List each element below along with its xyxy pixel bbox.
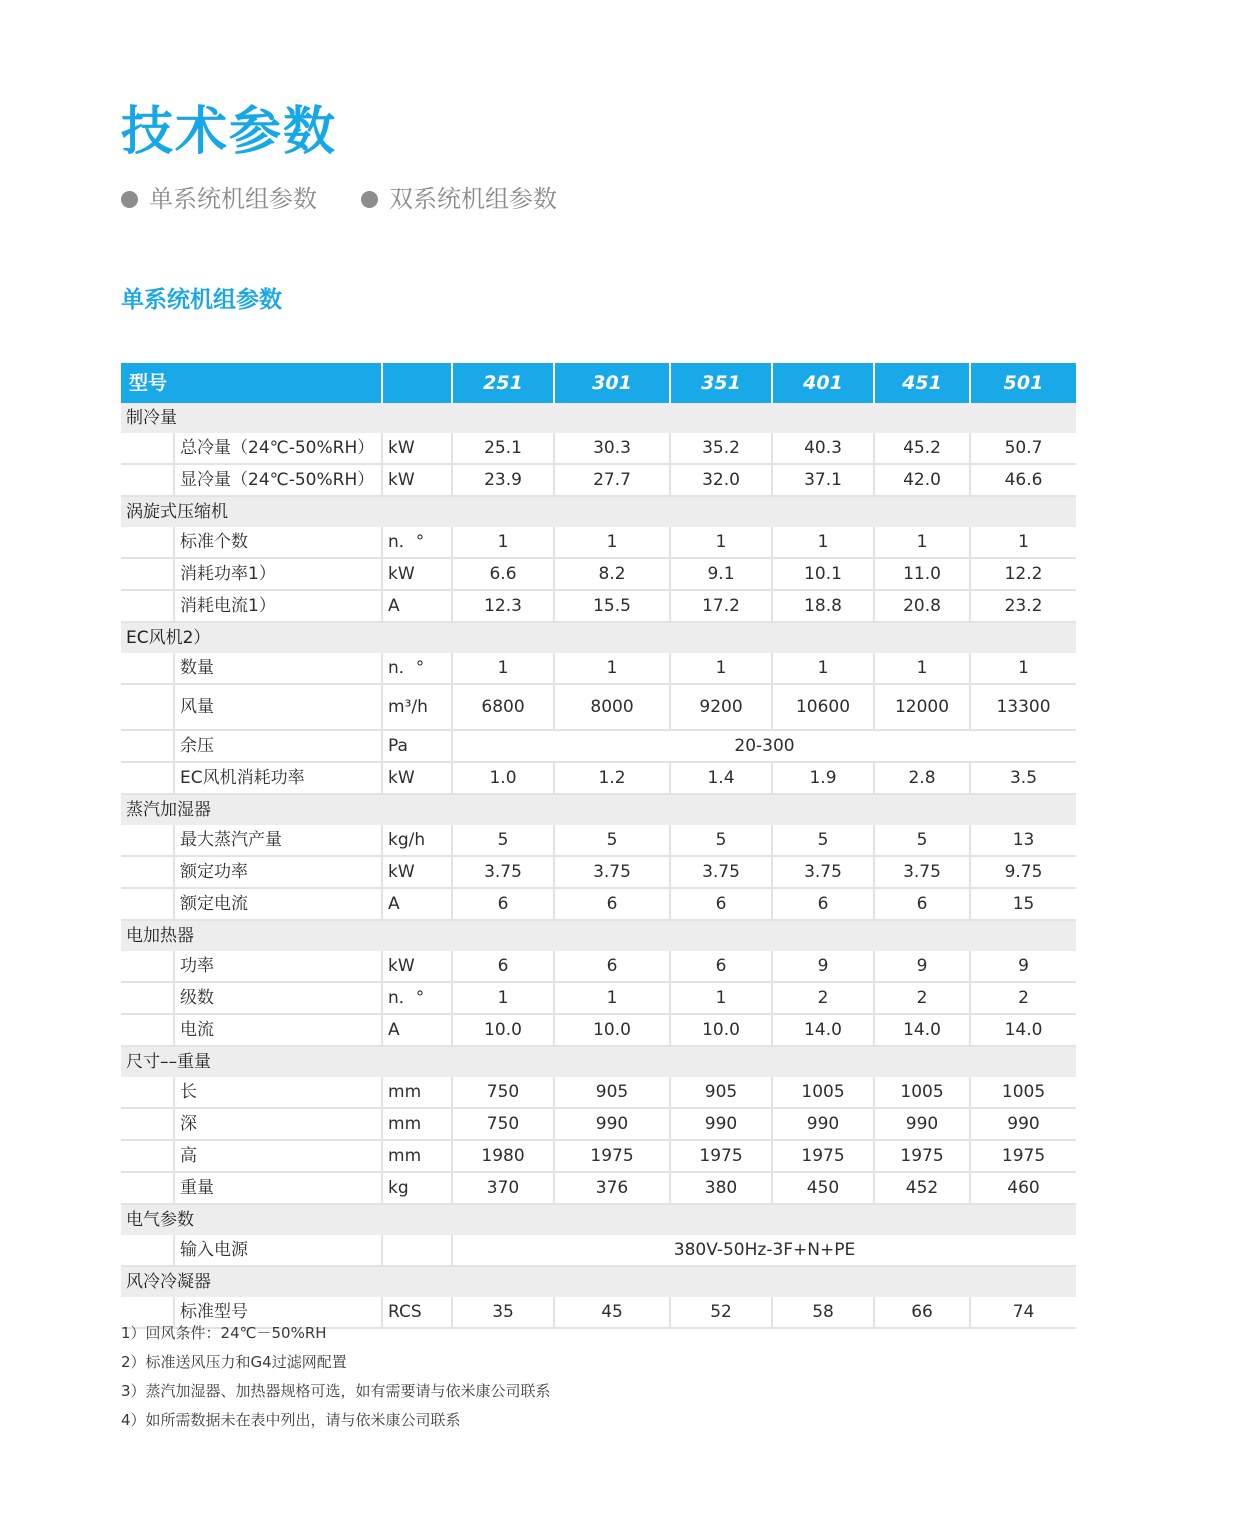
cell-value: 9.1: [670, 558, 772, 590]
cell-value: 3.75: [554, 856, 670, 888]
cell-value: 58: [772, 1297, 874, 1328]
category-label: 电加热器: [121, 920, 1076, 951]
row-indent: [121, 888, 174, 920]
cell-value: 5: [452, 825, 554, 856]
section-title: 单系统机组参数: [121, 287, 282, 313]
table-row: [121, 1108, 1076, 1140]
cell-value: 5: [554, 825, 670, 856]
cell-value: 1005: [772, 1077, 874, 1108]
table-row: [121, 684, 1076, 730]
link-single-system-label: 单系统机组参数: [149, 185, 317, 213]
row-label: 标准个数: [174, 527, 382, 558]
header-model: 351: [670, 363, 772, 403]
table-row: [121, 856, 1076, 888]
row-label: 高: [174, 1140, 382, 1172]
category-label: 风冷冷凝器: [121, 1266, 1076, 1297]
table-row: [121, 982, 1076, 1014]
row-indent: [121, 433, 174, 464]
footnote: 4）如所需数据未在表中列出，请与依米康公司联系: [121, 1411, 461, 1429]
category-label: 电气参数: [121, 1204, 1076, 1235]
cell-value: 5: [670, 825, 772, 856]
row-label: 电流: [174, 1014, 382, 1046]
cell-value: 12.2: [970, 558, 1076, 590]
row-indent: [121, 684, 174, 730]
row-label: 消耗功率1）: [174, 558, 382, 590]
section-links: [121, 182, 557, 216]
cell-value: 45.2: [874, 433, 970, 464]
cell-value: 380: [670, 1172, 772, 1204]
cell-value: 1975: [874, 1140, 970, 1172]
cell-value: 370: [452, 1172, 554, 1204]
table-row: [121, 1014, 1076, 1046]
category-label: 制冷量: [121, 403, 1076, 433]
row-unit: mm: [382, 1077, 452, 1108]
cell-value: 15: [970, 888, 1076, 920]
footnote: 1）回风条件：24℃－50%RH: [121, 1324, 327, 1342]
row-unit: mm: [382, 1140, 452, 1172]
cell-value: 1: [874, 653, 970, 684]
footnote: 3）蒸汽加湿器、加热器规格可选，如有需要请与依米康公司联系: [121, 1382, 551, 1400]
row-label: 显冷量（24℃-50%RH）: [174, 464, 382, 496]
cell-value: 2: [874, 982, 970, 1014]
merged-value: 380V-50Hz-3F+N+PE: [452, 1235, 1076, 1266]
category-row: [121, 1204, 1076, 1235]
row-unit: n．°: [382, 982, 452, 1014]
cell-value: 8.2: [554, 558, 670, 590]
row-unit: [382, 1235, 452, 1266]
cell-value: 3.75: [874, 856, 970, 888]
cell-value: 9.75: [970, 856, 1076, 888]
cell-value: 42.0: [874, 464, 970, 496]
spec-table: [121, 363, 1076, 1329]
cell-value: 10.0: [554, 1014, 670, 1046]
cell-value: 452: [874, 1172, 970, 1204]
cell-value: 3.75: [772, 856, 874, 888]
row-unit: kg: [382, 1172, 452, 1204]
cell-value: 10.0: [670, 1014, 772, 1046]
cell-value: 1980: [452, 1140, 554, 1172]
row-unit: kg/h: [382, 825, 452, 856]
cell-value: 14.0: [772, 1014, 874, 1046]
page-title: 技术参数: [121, 102, 338, 162]
row-unit: A: [382, 590, 452, 622]
cell-value: 23.9: [452, 464, 554, 496]
row-unit: kW: [382, 762, 452, 794]
row-unit: A: [382, 888, 452, 920]
row-label: 深: [174, 1108, 382, 1140]
row-indent: [121, 1108, 174, 1140]
cell-value: 6: [772, 888, 874, 920]
cell-value: 1: [874, 527, 970, 558]
row-indent: [121, 1172, 174, 1204]
cell-value: 11.0: [874, 558, 970, 590]
cell-value: 35: [452, 1297, 554, 1328]
row-unit: n．°: [382, 653, 452, 684]
link-dual-system[interactable]: [361, 182, 557, 216]
cell-value: 1: [970, 653, 1076, 684]
table-header-row: [121, 363, 1076, 403]
row-unit: kW: [382, 433, 452, 464]
cell-value: 1: [772, 527, 874, 558]
cell-value: 2: [772, 982, 874, 1014]
cell-value: 50.7: [970, 433, 1076, 464]
cell-value: 1.2: [554, 762, 670, 794]
header-model-label: 型号: [121, 363, 382, 403]
row-indent: [121, 653, 174, 684]
table-row: [121, 951, 1076, 982]
table-row: [121, 762, 1076, 794]
row-label: 额定电流: [174, 888, 382, 920]
table-body: [121, 403, 1076, 1328]
row-indent: [121, 730, 174, 762]
category-row: [121, 403, 1076, 433]
cell-value: 905: [554, 1077, 670, 1108]
footnotes: [121, 1319, 551, 1435]
cell-value: 5: [874, 825, 970, 856]
cell-value: 990: [772, 1108, 874, 1140]
category-label: 涡旋式压缩机: [121, 496, 1076, 527]
cell-value: 25.1: [452, 433, 554, 464]
link-dual-system-label: 双系统机组参数: [389, 185, 557, 213]
table-row: [121, 1140, 1076, 1172]
row-indent: [121, 1077, 174, 1108]
row-label: 标准型号: [174, 1297, 382, 1328]
header-model: 451: [874, 363, 970, 403]
cell-value: 1: [670, 527, 772, 558]
cell-value: 1.0: [452, 762, 554, 794]
row-indent: [121, 527, 174, 558]
row-label: 余压: [174, 730, 382, 762]
cell-value: 750: [452, 1077, 554, 1108]
row-label: EC风机消耗功率: [174, 762, 382, 794]
cell-value: 1: [452, 527, 554, 558]
cell-value: 376: [554, 1172, 670, 1204]
header-model: 301: [554, 363, 670, 403]
row-indent: [121, 1014, 174, 1046]
row-unit: n．°: [382, 527, 452, 558]
table-row: [121, 558, 1076, 590]
cell-value: 9: [772, 951, 874, 982]
cell-value: 5: [772, 825, 874, 856]
row-unit: kW: [382, 558, 452, 590]
category-label: EC风机2）: [121, 622, 1076, 653]
cell-value: 1975: [772, 1140, 874, 1172]
row-unit: m³/h: [382, 684, 452, 730]
cell-value: 1975: [970, 1140, 1076, 1172]
cell-value: 12.3: [452, 590, 554, 622]
header-unit: [382, 363, 452, 403]
category-row: [121, 920, 1076, 951]
table-row: [121, 433, 1076, 464]
row-label: 最大蒸汽产量: [174, 825, 382, 856]
link-single-system[interactable]: [121, 182, 317, 216]
row-label: 级数: [174, 982, 382, 1014]
cell-value: 1: [670, 982, 772, 1014]
row-unit: RCS: [382, 1297, 452, 1328]
row-indent: [121, 982, 174, 1014]
category-label: 尺寸––重量: [121, 1046, 1076, 1077]
cell-value: 10.1: [772, 558, 874, 590]
cell-value: 990: [554, 1108, 670, 1140]
table-row: [121, 888, 1076, 920]
cell-value: 6: [452, 951, 554, 982]
cell-value: 1: [670, 653, 772, 684]
cell-value: 46.6: [970, 464, 1076, 496]
cell-value: 66: [874, 1297, 970, 1328]
cell-value: 12000: [874, 684, 970, 730]
table-row: [121, 590, 1076, 622]
cell-value: 6.6: [452, 558, 554, 590]
cell-value: 6: [670, 951, 772, 982]
cell-value: 20.8: [874, 590, 970, 622]
cell-value: 15.5: [554, 590, 670, 622]
cell-value: 13: [970, 825, 1076, 856]
cell-value: 1: [554, 653, 670, 684]
cell-value: 27.7: [554, 464, 670, 496]
category-row: [121, 1046, 1076, 1077]
cell-value: 52: [670, 1297, 772, 1328]
table-row: [121, 730, 1076, 762]
cell-value: 1: [554, 982, 670, 1014]
row-label: 长: [174, 1077, 382, 1108]
category-label: 蒸汽加湿器: [121, 794, 1076, 825]
cell-value: 6: [670, 888, 772, 920]
cell-value: 990: [670, 1108, 772, 1140]
row-indent: [121, 856, 174, 888]
cell-value: 450: [772, 1172, 874, 1204]
cell-value: 6: [554, 888, 670, 920]
cell-value: 1005: [970, 1077, 1076, 1108]
cell-value: 6: [554, 951, 670, 982]
table-row: [121, 1235, 1076, 1266]
row-indent: [121, 464, 174, 496]
cell-value: 1: [452, 653, 554, 684]
table-row: [121, 464, 1076, 496]
cell-value: 2.8: [874, 762, 970, 794]
category-row: [121, 794, 1076, 825]
cell-value: 1: [970, 527, 1076, 558]
cell-value: 45: [554, 1297, 670, 1328]
table-row: [121, 825, 1076, 856]
cell-value: 990: [874, 1108, 970, 1140]
merged-value: 20-300: [452, 730, 1076, 762]
table-row: [121, 527, 1076, 558]
row-unit: kW: [382, 951, 452, 982]
cell-value: 6: [452, 888, 554, 920]
row-label: 消耗电流1）: [174, 590, 382, 622]
category-row: [121, 622, 1076, 653]
table-row: [121, 1077, 1076, 1108]
cell-value: 1: [452, 982, 554, 1014]
footnote: 2）标准送风压力和G4过滤网配置: [121, 1353, 347, 1371]
row-label: 数量: [174, 653, 382, 684]
table-row: [121, 653, 1076, 684]
cell-value: 1: [554, 527, 670, 558]
cell-value: 17.2: [670, 590, 772, 622]
cell-value: 9200: [670, 684, 772, 730]
cell-value: 460: [970, 1172, 1076, 1204]
row-indent: [121, 825, 174, 856]
cell-value: 1005: [874, 1077, 970, 1108]
row-unit: kW: [382, 856, 452, 888]
cell-value: 14.0: [874, 1014, 970, 1046]
row-indent: [121, 951, 174, 982]
cell-value: 905: [670, 1077, 772, 1108]
cell-value: 6800: [452, 684, 554, 730]
row-label: 输入电源: [174, 1235, 382, 1266]
cell-value: 1.4: [670, 762, 772, 794]
cell-value: 9: [970, 951, 1076, 982]
category-row: [121, 496, 1076, 527]
bullet-icon: [121, 191, 138, 208]
cell-value: 3.5: [970, 762, 1076, 794]
cell-value: 1975: [670, 1140, 772, 1172]
cell-value: 6: [874, 888, 970, 920]
row-indent: [121, 1140, 174, 1172]
cell-value: 3.75: [670, 856, 772, 888]
cell-value: 2: [970, 982, 1076, 1014]
cell-value: 1: [772, 653, 874, 684]
cell-value: 750: [452, 1108, 554, 1140]
cell-value: 74: [970, 1297, 1076, 1328]
cell-value: 1.9: [772, 762, 874, 794]
cell-value: 1975: [554, 1140, 670, 1172]
row-label: 总冷量（24℃-50%RH）: [174, 433, 382, 464]
cell-value: 32.0: [670, 464, 772, 496]
category-row: [121, 1266, 1076, 1297]
cell-value: 37.1: [772, 464, 874, 496]
row-indent: [121, 590, 174, 622]
row-label: 风量: [174, 684, 382, 730]
cell-value: 3.75: [452, 856, 554, 888]
row-unit: kW: [382, 464, 452, 496]
cell-value: 13300: [970, 684, 1076, 730]
header-model: 251: [452, 363, 554, 403]
row-indent: [121, 762, 174, 794]
cell-value: 35.2: [670, 433, 772, 464]
cell-value: 8000: [554, 684, 670, 730]
cell-value: 18.8: [772, 590, 874, 622]
cell-value: 10600: [772, 684, 874, 730]
row-indent: [121, 1235, 174, 1266]
table-row: [121, 1172, 1076, 1204]
cell-value: 10.0: [452, 1014, 554, 1046]
row-indent: [121, 558, 174, 590]
row-label: 重量: [174, 1172, 382, 1204]
row-unit: Pa: [382, 730, 452, 762]
cell-value: 990: [970, 1108, 1076, 1140]
bullet-icon: [361, 191, 378, 208]
cell-value: 9: [874, 951, 970, 982]
row-unit: mm: [382, 1108, 452, 1140]
cell-value: 14.0: [970, 1014, 1076, 1046]
header-model: 401: [772, 363, 874, 403]
cell-value: 30.3: [554, 433, 670, 464]
header-model: 501: [970, 363, 1076, 403]
cell-value: 23.2: [970, 590, 1076, 622]
row-unit: A: [382, 1014, 452, 1046]
cell-value: 40.3: [772, 433, 874, 464]
row-label: 额定功率: [174, 856, 382, 888]
row-label: 功率: [174, 951, 382, 982]
